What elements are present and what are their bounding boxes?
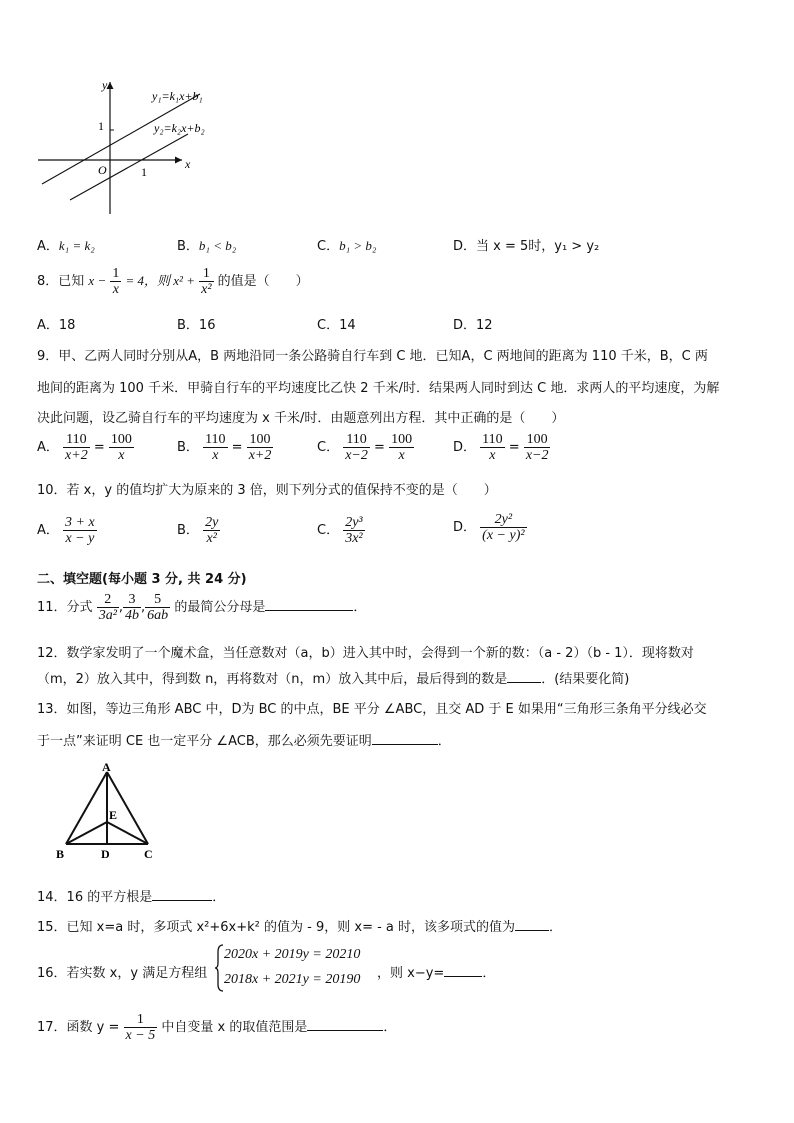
q9-line3: 决此问题，设乙骑自行车的平均速度为 x 千米/时．由题意列出方程．其中正确的是（ ） — [37, 411, 565, 426]
line-y1 — [42, 94, 200, 184]
question-15: 15．已知 x=a 时，多项式 x²+6x+k² 的值为 - 9，则 x= - a 时，该多项式的值为 ． — [37, 920, 563, 935]
q12-line1: 12．数学家发明了一个魔术盒，当任意数对（a，b）进入其中时，会得到一个新的数：（a - 2）（b - 1）．现将数对 — [37, 646, 694, 661]
q7-option-a: k₁ = k₂ — [58, 238, 95, 253]
answer-blank[interactable] — [152, 888, 212, 901]
question-16: 16．若实数 x，y 满足方程组 — [37, 966, 208, 981]
q8-option-b: B．16 — [177, 318, 216, 333]
q8-option-d: D．12 — [453, 318, 493, 333]
answer-blank[interactable] — [372, 732, 438, 745]
q7-option-d: 当 x = 5时，y₁ > y₂ — [476, 239, 600, 254]
q10-option-b: B． $\frac{2y}{\text{x²}}$ — [177, 515, 219, 546]
q13-line1: 13．如图，等边三角形 ABC 中，D为 BC 的中点，BE 平分 ∠ABC，且交 AD 于 E 如果用“三角形三条角平分线必交 — [37, 702, 707, 717]
y-axis-label: y — [102, 78, 108, 92]
q10-option-c: C． $\frac{\text{2y³}}{\text{3x²}}$ — [317, 515, 363, 546]
answer-blank[interactable] — [515, 918, 549, 931]
q9-option-c: C． $\frac{110}{x-2}$ = $\frac{100}{x}$ — [317, 432, 413, 463]
q7-options: A．k₁ = k₂ — [37, 238, 95, 254]
section-heading: 二、填空题(每小题 3 分, 共 24 分) — [37, 572, 247, 587]
system-brace — [214, 944, 224, 992]
answer-blank[interactable] — [265, 598, 353, 611]
q9-option-a: A． $\frac{110}{x+2}$ = $\frac{100}{x}$ — [37, 432, 132, 463]
q9-line1: 9．甲、乙两人同时分别从A，B 两地沿同一条公路骑自行车到 C 地．已知A，C 两地间的距离为 110 千米，B，C 两 — [37, 349, 708, 364]
q9-option-b: B． $\frac{110}{x}$ = $\frac{100}{x+2}$ — [177, 432, 272, 463]
q7-option-b: b₁ < b₂ — [198, 238, 237, 253]
origin-label: O — [98, 163, 107, 177]
q10-option-d: D． $\frac{\text{2y²}}{\text{(x − y)²}}$ — [453, 512, 525, 543]
answer-blank[interactable] — [444, 964, 482, 977]
answer-blank[interactable] — [307, 1018, 383, 1031]
q8-option-c: C．14 — [317, 318, 356, 333]
tick-x-label: 1 — [141, 165, 147, 179]
system-eq2: 2018x + 2021y = 20190 — [224, 972, 361, 987]
question-17: 17．函数 y = $\frac{1}{x - 5}$ 中自变量 x 的取值范围是 ． — [37, 1012, 397, 1043]
q9-option-d: D． $\frac{110}{x}$ = $\frac{100}{x-2}$ — [453, 432, 549, 463]
q8-option-a: A．18 — [37, 318, 76, 333]
q10-option-a: A． $\frac{3 + x}{x - y}$ — [37, 515, 95, 546]
q13-line2: 于一点”来证明 CE 也一定平分 ∠ACB，那么必须先要证明 ． — [37, 734, 451, 749]
q7-graph — [30, 72, 230, 220]
q9-line2: 地间的距离为 100 千米．甲骑自行车的平均速度比乙快 2 千米/时．结果两人同时到达 C 地．求两人的平均速度，为解 — [37, 381, 720, 396]
q10-text: 10．若 x，y 的值均扩大为原来的 3 倍，则下列分式的值保持不变的是（ ） — [37, 483, 497, 498]
line2-label: y₂=k₂x+b₂ — [154, 121, 205, 135]
answer-blank[interactable] — [507, 670, 541, 683]
point-e: E — [109, 808, 118, 822]
question-8: 8．已知 x − $\frac{1}{x}$ = 4，则 x² + $\frac{1}{\text{x²}}$ 的值是（ ） — [37, 266, 309, 297]
vertex-b: B — [56, 847, 65, 861]
question-14: 14．16 的平方根是 ． — [37, 890, 226, 905]
tick-y-label: 1 — [98, 119, 104, 133]
line-y2 — [70, 134, 188, 200]
vertex-c: C — [144, 847, 153, 861]
vertex-a: A — [102, 760, 111, 774]
x-axis-label: x — [185, 157, 191, 171]
point-d: D — [101, 847, 110, 861]
line1-label: y₁=k₁x+b₁ — [152, 89, 203, 103]
q16-tail: ，则 x−y= ． — [377, 966, 496, 981]
triangle-figure — [52, 760, 162, 864]
q7-option-c: b₁ > b₂ — [339, 238, 377, 253]
question-11: 11．分式 $\frac{2}{\text{3a²}}$ , $\frac{3}{4b}$ , $\frac{5}{6ab}$ 的最简公分母是 ． — [37, 592, 367, 623]
q12-line2: （m，2）放入其中，得到数 n，再将数对（n，m）放入其中后，最后得到的数是 ．(结果要化简) — [37, 672, 630, 687]
system-eq1: 2020x + 2019y = 20210 — [224, 947, 361, 962]
